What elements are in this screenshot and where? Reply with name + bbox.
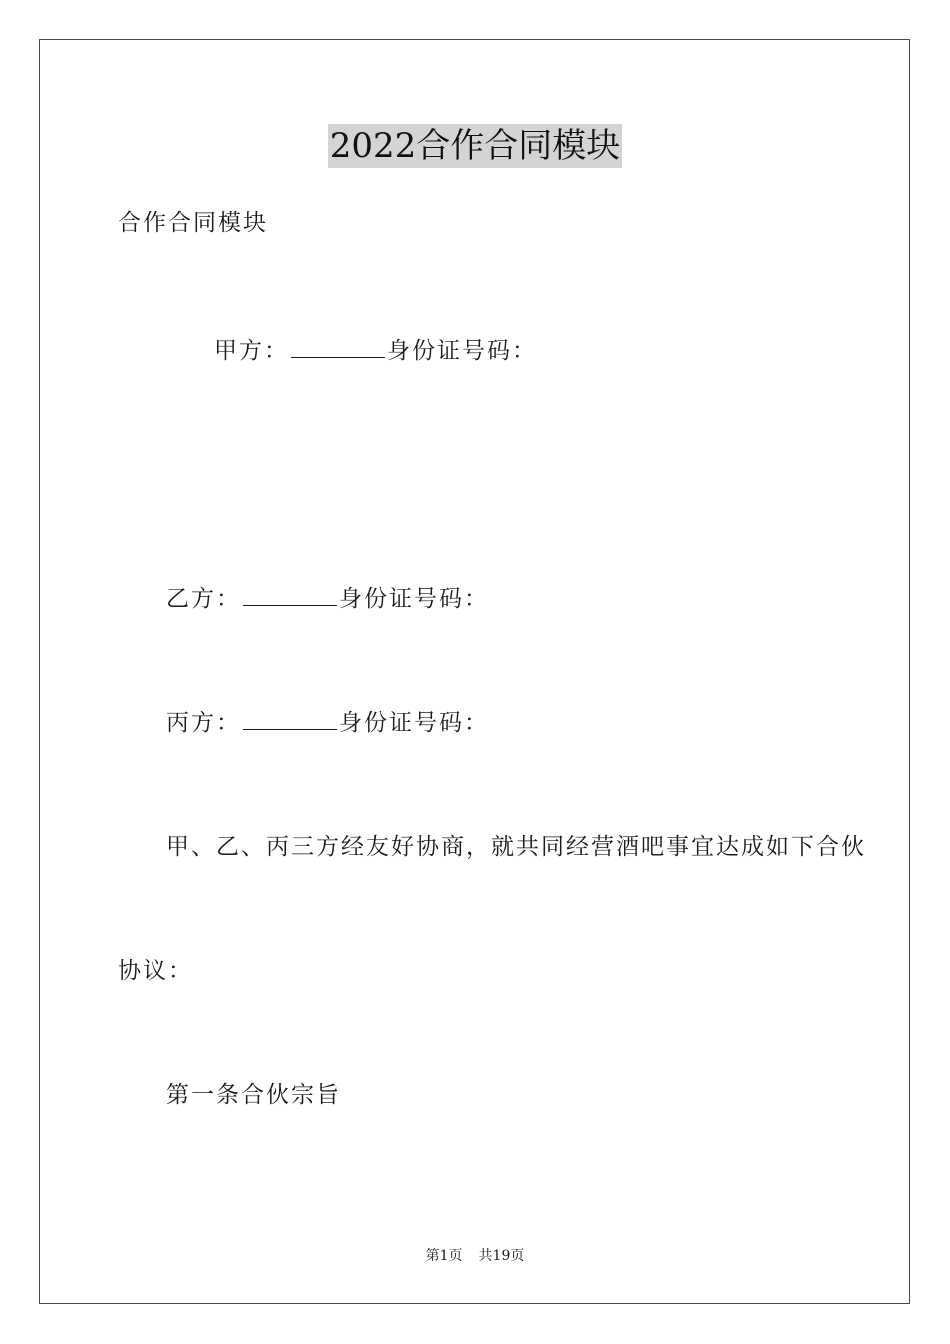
- party-a-id-label: 身份证号码：: [387, 338, 537, 364]
- title-container: [0, 124, 950, 168]
- page-total: 共19页: [478, 1248, 525, 1264]
- party-c-id-label: 身份证号码：: [339, 710, 489, 736]
- document-title: 2022合作合同模块: [329, 126, 621, 166]
- article1-heading: 第一条合伙宗旨: [166, 1082, 341, 1108]
- party-b-name-blank: [243, 583, 337, 606]
- party-a-line: [214, 335, 537, 366]
- party-c-name-blank: [243, 707, 337, 730]
- party-b-label: 乙方：: [166, 586, 241, 612]
- party-c-line: [166, 707, 489, 738]
- party-a-name-blank: [291, 335, 385, 358]
- document-subtitle: 合作合同模块: [118, 210, 268, 236]
- party-a-label: 甲方：: [214, 338, 289, 364]
- party-b-line: [166, 583, 489, 614]
- page-footer: [0, 1246, 950, 1266]
- party-b-id-label: 身份证号码：: [339, 586, 489, 612]
- party-c-label: 丙方：: [166, 710, 241, 736]
- page-number: 第1页: [425, 1248, 463, 1264]
- intro-paragraph-line1: 甲、乙、丙三方经友好协商，就共同经营酒吧事宜达成如下合伙: [166, 834, 866, 860]
- intro-paragraph-line2: 协议：: [118, 958, 193, 984]
